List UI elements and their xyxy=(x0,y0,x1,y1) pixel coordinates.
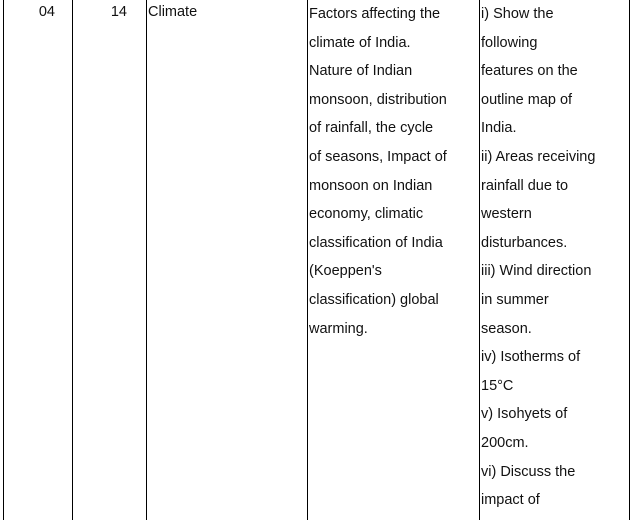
content-line: classification of India xyxy=(309,234,443,251)
content-line: classification) global xyxy=(309,291,439,308)
activity-line: India. xyxy=(481,120,517,137)
activity-line: iv) Isotherms of xyxy=(481,349,581,366)
activity-line: iii) Wind direction xyxy=(481,263,592,280)
activity-line: outline map of xyxy=(481,91,573,108)
activity-line: ii) Areas receiving xyxy=(481,148,596,165)
table-row xyxy=(4,0,630,520)
activity-line: 15°C xyxy=(481,377,514,394)
content-line: Nature of Indian xyxy=(309,63,413,80)
activity-line: i) Show the xyxy=(481,6,554,22)
activity-line: season. xyxy=(481,320,532,337)
activity-line: features on the xyxy=(481,63,578,80)
content-line: climate of India. xyxy=(309,34,411,51)
activity-line: western xyxy=(481,206,532,223)
topic-cell: Climate xyxy=(147,0,308,520)
content-line: (Koeppen's xyxy=(309,263,382,280)
unit-number-cell: 04 xyxy=(4,0,73,520)
activity-line: v) Isohyets of xyxy=(481,406,568,423)
syllabus-table xyxy=(3,0,630,520)
content-line: of rainfall, the cycle xyxy=(309,120,434,137)
content-line: warming. xyxy=(309,320,368,337)
content-line: of seasons, Impact of xyxy=(309,148,447,165)
activity-line: impact of xyxy=(481,492,540,509)
content-line: economy, climatic xyxy=(309,206,424,223)
content-cell xyxy=(308,0,480,520)
periods-cell: 14 xyxy=(73,0,147,520)
content-line: Factors affecting the xyxy=(309,6,441,22)
content-line: monsoon on Indian xyxy=(309,177,433,194)
activity-line: following xyxy=(481,34,538,51)
activity-line: rainfall due to xyxy=(481,177,569,194)
activity-line: disturbances. xyxy=(481,234,568,251)
content-line: monsoon, distribution xyxy=(309,91,447,108)
activity-line: in summer xyxy=(481,291,549,308)
activity-line: 200cm. xyxy=(481,434,529,451)
activity-cell xyxy=(480,0,630,520)
activity-line: vi) Discuss the xyxy=(481,463,576,480)
